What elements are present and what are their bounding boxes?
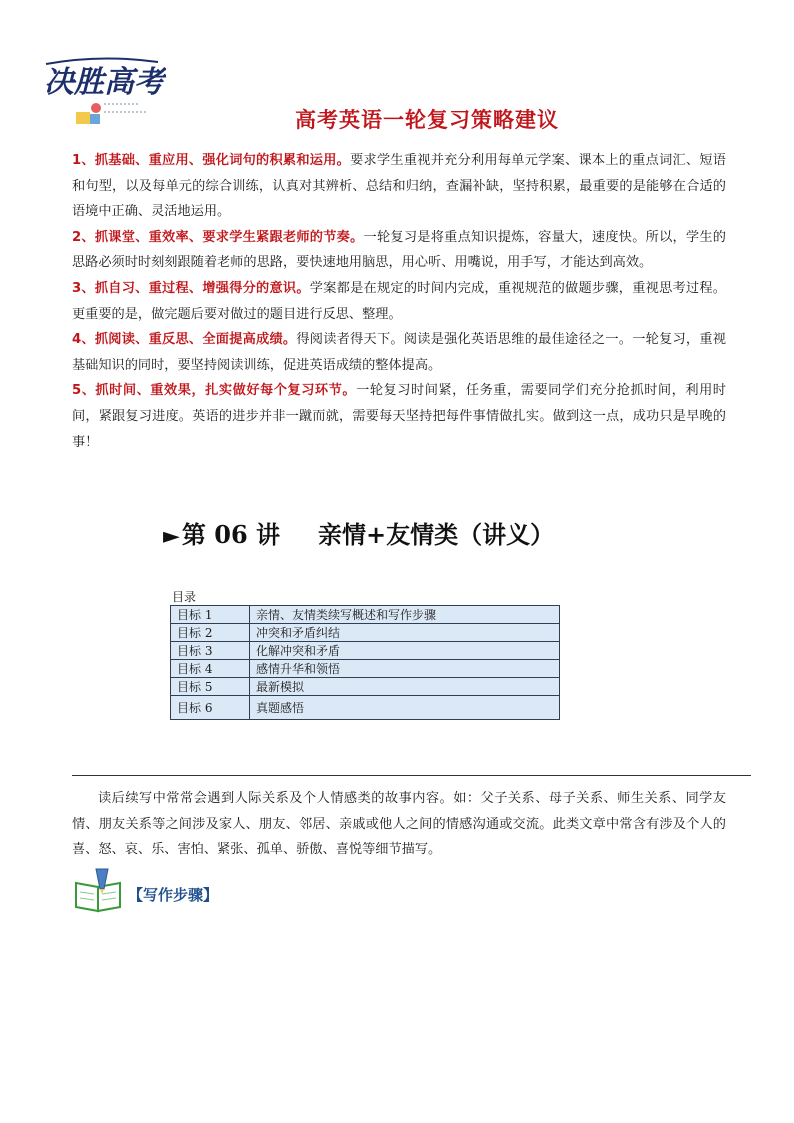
toc-content: 最新模拟 <box>250 678 560 696</box>
lecture-number: 第 06 讲 <box>181 520 281 549</box>
toc-target: 目标 3 <box>171 642 250 660</box>
strategy-text: 一轮复习是将重点知识提炼，容量大，速度快。所以，学生的思路必须时时刻刻跟随着老师的思路，要快速地用脑思，用心听、用嘴说，用手写，才能达到高效。 <box>72 229 726 271</box>
toc-target: 目标 4 <box>171 660 250 678</box>
toc-row <box>171 660 560 678</box>
page-title: 高考英语一轮复习策略建议 <box>295 108 559 132</box>
toc-target: 目标 5 <box>171 678 250 696</box>
intro-paragraph: 读后续写中常常会遇到人际关系及个人情感类的故事内容。如：父子关系、母子关系、师生关系、同学友情、朋友关系等之间涉及家人、朋友、邻居、亲戚或他人之间的情感沟通或交流。此类文章中常含有涉及个人的喜、怒、哀、乐、害怕、紧张、孤单、骄傲、喜悦等细节描写。 <box>72 791 726 858</box>
toc-content: 化解冲突和矛盾 <box>250 642 560 660</box>
lecture-heading <box>163 515 554 550</box>
toc-row <box>171 642 560 660</box>
toc-target: 目标 1 <box>171 606 250 624</box>
triangle-arrow-icon: ► <box>163 523 180 549</box>
toc-label: 目录 <box>172 590 197 604</box>
strategy-text: 一轮复习时间紧，任务重，需要同学们充分抢抓时间，利用时间，紧跟复习进度。英语的进步并非一蹴而就，需要每天坚持把每件事情做扎实。做到这一点，成功只是早晚的事！ <box>72 383 726 450</box>
toc-row <box>171 696 560 720</box>
strategy-heading: 5、抓时间、重效果，扎实做好每个复习环节。 <box>72 383 357 399</box>
toc-row <box>171 606 560 624</box>
section-divider <box>72 775 751 776</box>
toc-row <box>171 678 560 696</box>
strategy-item <box>72 225 726 276</box>
toc-target: 目标 6 <box>171 696 250 720</box>
book-pencil-icon <box>72 867 128 915</box>
toc-target: 目标 2 <box>171 624 250 642</box>
strategy-item <box>72 327 726 378</box>
toc-table <box>170 605 560 720</box>
strategy-text: 得阅读者得天下。阅读是强化英语思维的最佳途径之一。一轮复习，重视基础知识的同时，要坚持阅读训练，促进英语成绩的整体提高。 <box>72 332 726 373</box>
strategy-list <box>72 148 726 455</box>
strategy-heading: 4、抓阅读、重反思、全面提高成绩。 <box>72 332 297 348</box>
logo-text: 决胜高考 <box>44 65 164 100</box>
strategy-item <box>72 378 726 455</box>
toc-content: 亲情、友情类续写概述和写作步骤 <box>250 606 560 624</box>
toc-row <box>171 624 560 642</box>
section-title: 【写作步骤】 <box>128 886 219 904</box>
toc-content: 感情升华和领悟 <box>250 660 560 678</box>
strategy-item <box>72 276 726 327</box>
strategy-heading: 3、抓自习、重过程、增强得分的意识。 <box>72 280 310 296</box>
strategy-heading: 1、抓基础、重应用、强化词句的积累和运用。 <box>72 153 351 168</box>
strategy-item <box>72 148 726 225</box>
strategy-text: 学案都是在规定的时间内完成，重视规范的做题步骤，重视思考过程。更重要的是，做完题后要对做过的题目进行反思、整理。 <box>72 280 726 322</box>
toc-content: 真题感悟 <box>250 696 560 720</box>
toc-content: 冲突和矛盾纠结 <box>250 624 560 642</box>
strategy-text: 要求学生重视并充分利用每单元学案、课本上的重点词汇、短语和句型，以及每单元的综合训练，认真对其辨析、总结和归纳，查漏补缺，坚持积累，最重要的是能够在合适的语境中正确、灵活地运用。 <box>72 153 726 220</box>
strategy-heading: 2、抓课堂、重效率、要求学生紧跟老师的节奏。 <box>72 229 364 245</box>
lecture-topic: 亲情+友情类（讲义） <box>318 520 555 549</box>
